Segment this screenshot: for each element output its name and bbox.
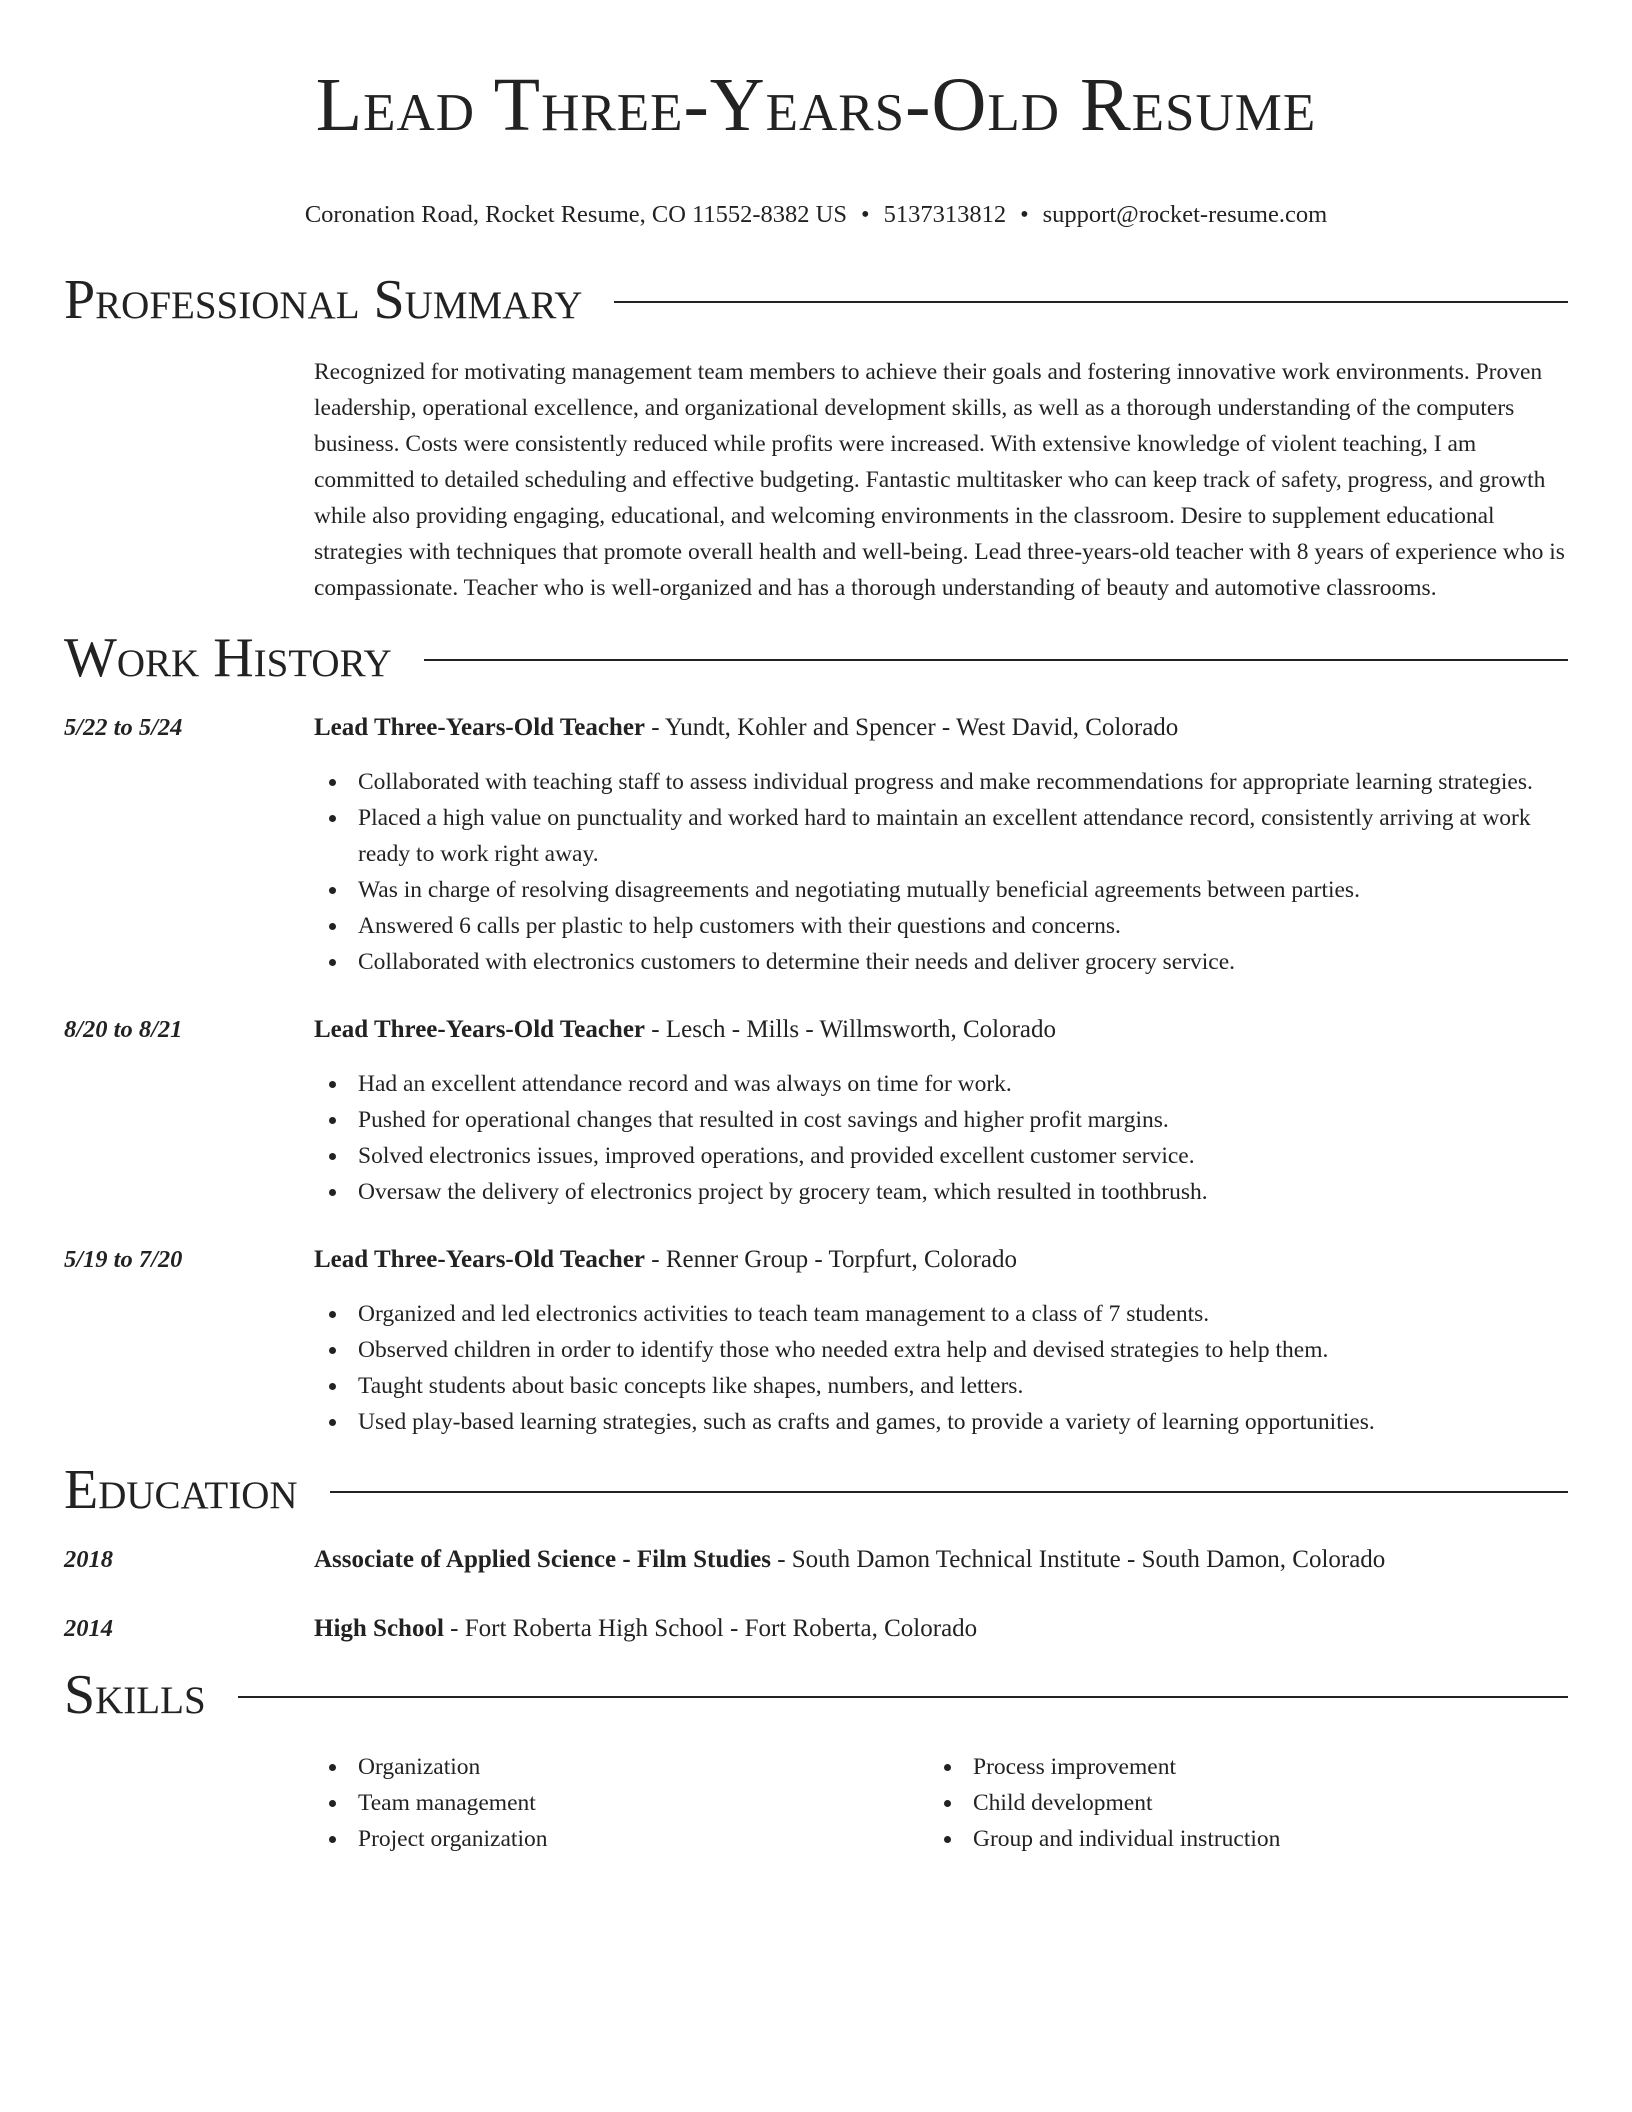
bullet-dot [329,779,336,786]
bullet-text: Used play-based learning strategies, such as crafts and games, to provide a variety of learning opportunities. [358,1409,1375,1435]
summary-section-header [64,270,1568,330]
education-line [314,1542,1568,1578]
job-bullet [314,1332,1568,1368]
bullet-dot [329,1383,336,1390]
bullet-dot [329,1419,336,1426]
education-section-header [64,1460,1568,1520]
contact-line [64,200,1568,230]
contact-email: support@rocket-resume.com [1042,201,1328,228]
job-title-line [314,1012,1568,1048]
work-title: Work History [64,627,392,689]
job-dates: 5/19 to 7/20 [64,1246,183,1273]
skill-item [929,1749,1544,1785]
education-line [314,1611,1568,1647]
education-year: 2014 [64,1615,113,1642]
skills-title: Skills [64,1664,206,1726]
job-bullet [314,764,1568,800]
job-details: - Lesch - Mills - Willmsworth, Colorado [645,1016,1057,1043]
bullet-text: Taught students about basic concepts like shapes, numbers, and letters. [358,1373,1024,1399]
bullet-text: Observed children in order to identify those who needed extra help and devised strategies to help them. [358,1337,1329,1363]
job-bullets [314,764,1568,980]
education-degree: High School [314,1615,444,1642]
contact-phone: 5137313812 [883,201,1007,228]
bullet-dot [329,887,336,894]
job-entry [64,1012,1568,1210]
skills-section-header [64,1665,1568,1725]
bullet-text: Organized and led electronics activities to teach team management to a class of 7 students. [358,1301,1210,1327]
education-year: 2018 [64,1546,113,1573]
bullet-text: Collaborated with teaching staff to assess individual progress and make recommendations for appropriate learning strategies. [358,769,1533,795]
education-details: - Fort Roberta High School - Fort Roberta, Colorado [443,1615,978,1642]
skill-item [929,1785,1544,1821]
education-title: Education [64,1459,298,1521]
bullet-dot [329,1764,336,1771]
summary-title: Professional Summary [64,269,583,331]
job-role: Lead Three-Years-Old Teacher [314,714,646,741]
bullet-dot [329,1836,336,1843]
bullet-text: Solved electronics issues, improved operations, and provided excellent customer service. [358,1143,1195,1169]
job-bullets [314,1066,1568,1210]
skills-column-right [929,1749,1544,1857]
bullet-text: Placed a high value on punctuality and worked hard to maintain an excellent attendance record, consistently arriving at work ready to work right away. [358,805,1531,867]
education-entry [64,1611,1568,1647]
job-bullet [314,872,1568,908]
job-details: - Yundt, Kohler and Spencer - West David, Colorado [645,714,1179,741]
bullet-dot [944,1836,951,1843]
job-title-line [314,1242,1568,1278]
bullet-dot [329,959,336,966]
job-entry [64,1242,1568,1440]
work-section-header [64,628,1568,688]
job-bullets [314,1296,1568,1440]
job-bullet [314,1138,1568,1174]
bullet-dot [329,1153,336,1160]
education-entry [64,1542,1568,1578]
contact-separator: • [1020,201,1029,228]
job-bullet [314,908,1568,944]
bullet-text: Pushed for operational changes that resulted in cost savings and higher profit margins. [358,1107,1169,1133]
job-details: - Renner Group - Torpfurt, Colorado [645,1246,1018,1273]
bullet-dot [944,1764,951,1771]
bullet-dot [329,815,336,822]
job-bullet [314,1368,1568,1404]
bullet-text: Answered 6 calls per plastic to help customers with their questions and concerns. [358,913,1121,939]
job-dates: 8/20 to 8/21 [64,1016,183,1043]
section-divider [424,659,1568,661]
skill-text: Child development [973,1790,1153,1816]
job-bullet [314,1296,1568,1332]
bullet-dot [944,1800,951,1807]
bullet-text: Was in charge of resolving disagreements and negotiating mutually beneficial agreements between parties. [358,877,1360,903]
bullet-dot [329,1081,336,1088]
skill-item [314,1749,929,1785]
skill-item [314,1821,929,1857]
job-dates: 5/22 to 5/24 [64,714,183,741]
job-entry [64,710,1568,980]
skills-column-left [314,1749,929,1857]
section-divider [614,301,1568,303]
job-bullet [314,800,1568,872]
summary-text: Recognized for motivating management team members to achieve their goals and fostering innovative work environments. Proven leadership, operational excellence, and organizational development skills, as well as a thorough understanding of the computers business. Costs were consistently reduced while profits were increased. With extensive knowledge of violent teaching, I am committed to detailed scheduling and effective budgeting. Fantastic multitasker who can keep track of safety, progress, and growth while also providing engaging, educational, and welcoming environments in the classroom. Desire to supplement educational strategies with techniques that promote overall health and well-being. Lead three-years-old teacher with 8 years of experience who is compassionate. Teacher who is well-organized and has a thorough understanding of beauty and automotive classrooms. [314,359,1565,601]
bullet-dot [329,1189,336,1196]
job-bullet [314,1066,1568,1102]
job-role: Lead Three-Years-Old Teacher [314,1016,646,1043]
section-divider [330,1491,1568,1493]
bullet-text: Collaborated with electronics customers to determine their needs and deliver grocery service. [358,949,1236,975]
skill-item [929,1821,1544,1857]
bullet-dot [329,1800,336,1807]
section-divider [238,1696,1568,1698]
bullet-dot [329,1117,336,1124]
job-bullet [314,1102,1568,1138]
job-bullet [314,1174,1568,1210]
education-degree: Associate of Applied Science - Film Studies [314,1546,771,1573]
skills-list [314,1749,1568,1857]
skill-text: Group and individual instruction [973,1826,1281,1852]
contact-separator: • [860,201,870,228]
contact-address: Coronation Road, Rocket Resume, CO 11552-8382 US [304,201,847,228]
skill-item [314,1785,929,1821]
bullet-text: Had an excellent attendance record and was always on time for work. [358,1071,1012,1097]
bullet-dot [329,923,336,930]
skill-text: Process improvement [973,1754,1176,1780]
job-title-line [314,710,1568,746]
bullet-dot [329,1311,336,1318]
bullet-text: Oversaw the delivery of electronics project by grocery team, which resulted in toothbrush. [358,1179,1208,1205]
job-bullet [314,1404,1568,1440]
bullet-dot [329,1347,336,1354]
skill-text: Organization [358,1754,481,1780]
education-details: - South Damon Technical Institute - South Damon, Colorado [770,1546,1386,1573]
skill-text: Team management [358,1790,536,1816]
skill-text: Project organization [358,1826,548,1852]
resume-name: Lead Three-Years-Old Resume [315,63,1317,147]
job-role: Lead Three-Years-Old Teacher [314,1246,646,1273]
job-bullet [314,944,1568,980]
